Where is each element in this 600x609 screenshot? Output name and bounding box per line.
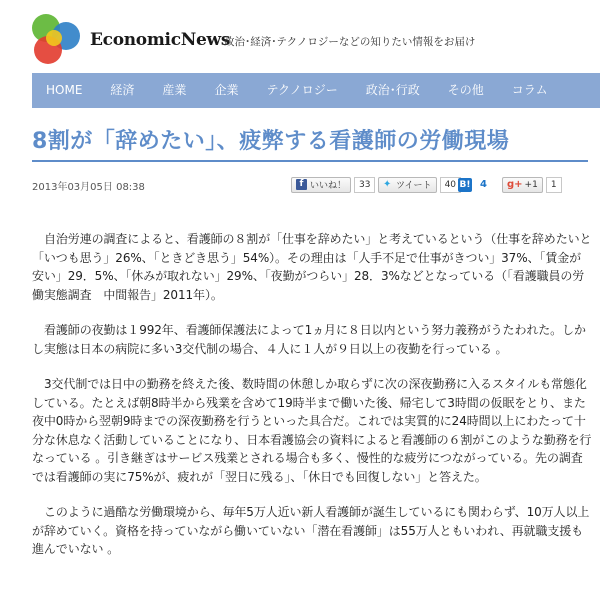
site-logo-icon[interactable] bbox=[30, 14, 82, 66]
nav-item-industry[interactable]: 産業 bbox=[162, 83, 187, 97]
article-body bbox=[32, 230, 592, 576]
site-brand[interactable]: EconomicNews bbox=[90, 30, 231, 50]
site-header bbox=[0, 0, 600, 72]
google-plus-one bbox=[502, 176, 562, 193]
google-plus-icon: g+ bbox=[507, 179, 523, 190]
facebook-like-count: 33 bbox=[354, 177, 375, 193]
twitter-share bbox=[378, 176, 461, 193]
nav-item-company[interactable]: 企業 bbox=[214, 83, 239, 97]
hatena-bookmark-icon[interactable]: B! bbox=[459, 179, 471, 190]
article-date: 2013年03月05日 08:38 bbox=[32, 182, 145, 193]
facebook-like bbox=[291, 176, 375, 193]
facebook-like-label: いいね！ bbox=[310, 181, 347, 191]
facebook-like-button[interactable] bbox=[291, 177, 351, 193]
tweet-count: 40 bbox=[440, 177, 461, 193]
tweet-button[interactable] bbox=[378, 177, 437, 193]
article-paragraph: 自治労連の調査によると、看護師の８割が「仕事を辞めたい」と考えているという（仕事を辞めたいと「いつも思う」26%、「ときどき思う」54%）。その理由は「人手不足で仕事がきつい」37%、「賃金が安い」29．5%、「休みが取れない」29%、「夜勤がつらい」28．3%などとなっている（「看護職員の労働実態調査 中間報告」2011年）。 bbox=[32, 232, 592, 302]
tweet-label: ツイート bbox=[396, 181, 432, 191]
title-divider bbox=[32, 160, 588, 162]
nav-item-other[interactable]: その他 bbox=[447, 83, 484, 97]
nav-item-technology[interactable]: テクノロジー bbox=[266, 83, 338, 97]
article-paragraph: 看護師の夜勤は１992年、看護師保護法によって1ヵ月に８日以内という努力義務がうたわれた。しかし実態は日本の病院に多い3交代制の場合、４人に１人が９日以上の夜勤を行っている 。 bbox=[32, 323, 586, 356]
google-plus-one-count: 1 bbox=[546, 177, 562, 193]
hatena-bookmark bbox=[458, 176, 491, 193]
google-plus-one-button[interactable] bbox=[502, 177, 543, 193]
google-plus-one-label: +1 bbox=[524, 179, 538, 190]
nav-item-economy[interactable]: 経済 bbox=[110, 83, 135, 97]
nav-item-column[interactable]: コラム bbox=[511, 83, 548, 97]
nav-item-home[interactable]: HOME bbox=[46, 83, 83, 97]
hatena-bookmark-count[interactable]: 4 bbox=[476, 177, 491, 193]
site-tagline: 政治･経済･テクノロジーなどの知りたい情報をお届け bbox=[224, 36, 476, 48]
article-paragraph: 3交代制では日中の勤務を終えた後、数時間の休憩しか取らずに次の深夜勤務に入るスタイルも常態化している。たとえば朝8時半から残業を含めて19時半まで働いた後、帰宅して3時間の仮眠をとり、また夜中0時から翌朝9時までの深夜勤務を行うといった具合だ。これでは実質的に24時間以上にわたって十分な休息なく活動していることになり、日本看護協会の資料によると看護師の６割がこのような勤務を行なっている 。引き継ぎはサービス残業とされる場合も多く、慢性的な疲労につながっている。先の調査では看護師の実に75%が、疲れが「翌日に残る」、「休日でも回復しない」と答えた。 bbox=[32, 377, 592, 484]
twitter-bird-icon: ✦ bbox=[383, 179, 392, 190]
facebook-icon: f bbox=[296, 179, 307, 190]
article-paragraph: このように過酷な労働環境から、毎年5万人近い新人看護師が誕生しているにも関わらず、10万人以上が辞めていく。資格を持っていながら働いていない「潜在看護師」は55万人ともいわれ、再就職支援も進んでいない 。 bbox=[32, 505, 590, 556]
article-title: 8割が「辞めたい」、疲弊する看護師の労働現場 bbox=[32, 129, 510, 154]
main-nav bbox=[32, 73, 600, 108]
nav-item-politics[interactable]: 政治･行政 bbox=[365, 83, 420, 97]
